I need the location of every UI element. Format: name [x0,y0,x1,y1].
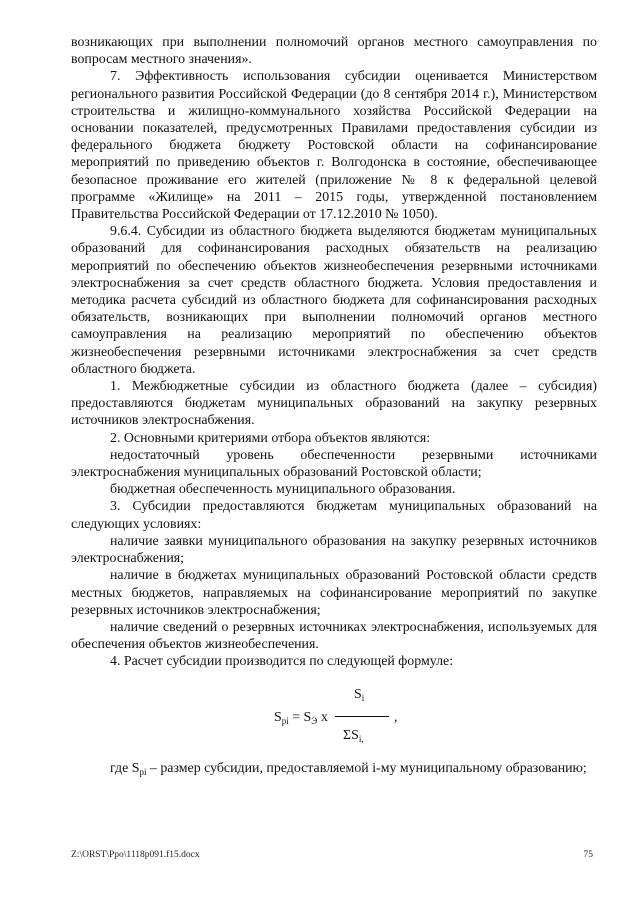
formula-numerator: $S_i$ [354,686,365,703]
formula-denominator: $\Sigma S_{i,}$ [343,727,364,744]
paragraph: наличие заявки муниципального образования на закупку резервных источников электроснабжения; [71,533,597,567]
paragraph: 2. Основными критериями отбора объектов являются: [110,430,431,446]
paragraph: возникающих при выполнении полномочий органов местного самоуправления по вопросам местного значения». [71,35,597,68]
formula-comma: , [394,709,398,725]
paragraph: наличие в бюджетах муниципальных образований Ростовской области средств местных бюджетов, направляемых на софинансирование мероприятий по закупке резервных источников электроснабжения; [71,568,597,618]
file-path: Z:\ORST\Ppo\1118p091.f15.docx [71,850,200,860]
subsidy-formula [71,686,597,760]
paragraph: наличие сведений о резервных источниках электроснабжения, используемых для обеспечения объектов жизнеобеспечения. [71,619,597,653]
formula-lhs: $S_{pi} = S_Э$ [274,709,318,726]
paragraph: 7. Эффективность использования субсидии оценивается Министерством регионального развития Российской Федерации (до 8 сентября 2014 г.), Министерством строительства и жилищно-коммунального хозяйства Российской Федерации на основании показателей, предусмотренных Правилами предоставления субсидии из федерального бюджета бюджету Ростовской области на софинансирование мероприятий по приведению объектов г. Волгодонска в состояние, обеспечивающее безопасное проживание его жителей (приложение № 8 к федеральной целевой программе «Жилище» на 2011 – 2015 годы, утвержденной постановлением Правительства Российской Федерации от 17.12.2010 № 1050). [71,69,597,223]
paragraph: недостаточный уровень обеспеченности резервными источниками электроснабжения муниципальных образований Ростовской области; [71,447,597,481]
paragraph: 1. Межбюджетные субсидии из областного бюджета (далее – субсидия) предоставляются бюджетам муниципальных образований на закупку резервных источников электроснабжения. [71,379,597,429]
paragraph: 4. Расчет субсидии производится по следующей формуле: [110,654,454,670]
formula-times-sign: х [321,709,328,725]
page-number: 75 [583,850,593,860]
paragraph: 9.6.4. Субсидии из областного бюджета выделяются бюджетам муниципальных образований для софинансирования расходных обязательств на реализацию мероприятий по обеспечению объектов жизнеобеспечения резервными источниками электроснабжения за счет средств областного бюджета. Условия предоставления и методика расчета субсидий из областного бюджета для софинансирования расходных обязательств, возникающих при выполнении полномочий органов местного самоуправления на реализацию мероприятий по обеспечению объектов жизнеобеспечения резервными источниками электроснабжения за счет средств областного бюджета. [71,224,597,377]
fraction-bar [335,716,389,717]
formula-explanation: где $S_{pi}$ – размер субсидии, предоставляемой i-му муниципальному образованию; [110,760,587,777]
paragraph: бюджетная обеспеченность муниципального образования. [110,482,456,498]
document-body [71,34,597,777]
paragraph: 3. Субсидии предоставляются бюджетам муниципальных образований на следующих условиях: [71,499,597,532]
